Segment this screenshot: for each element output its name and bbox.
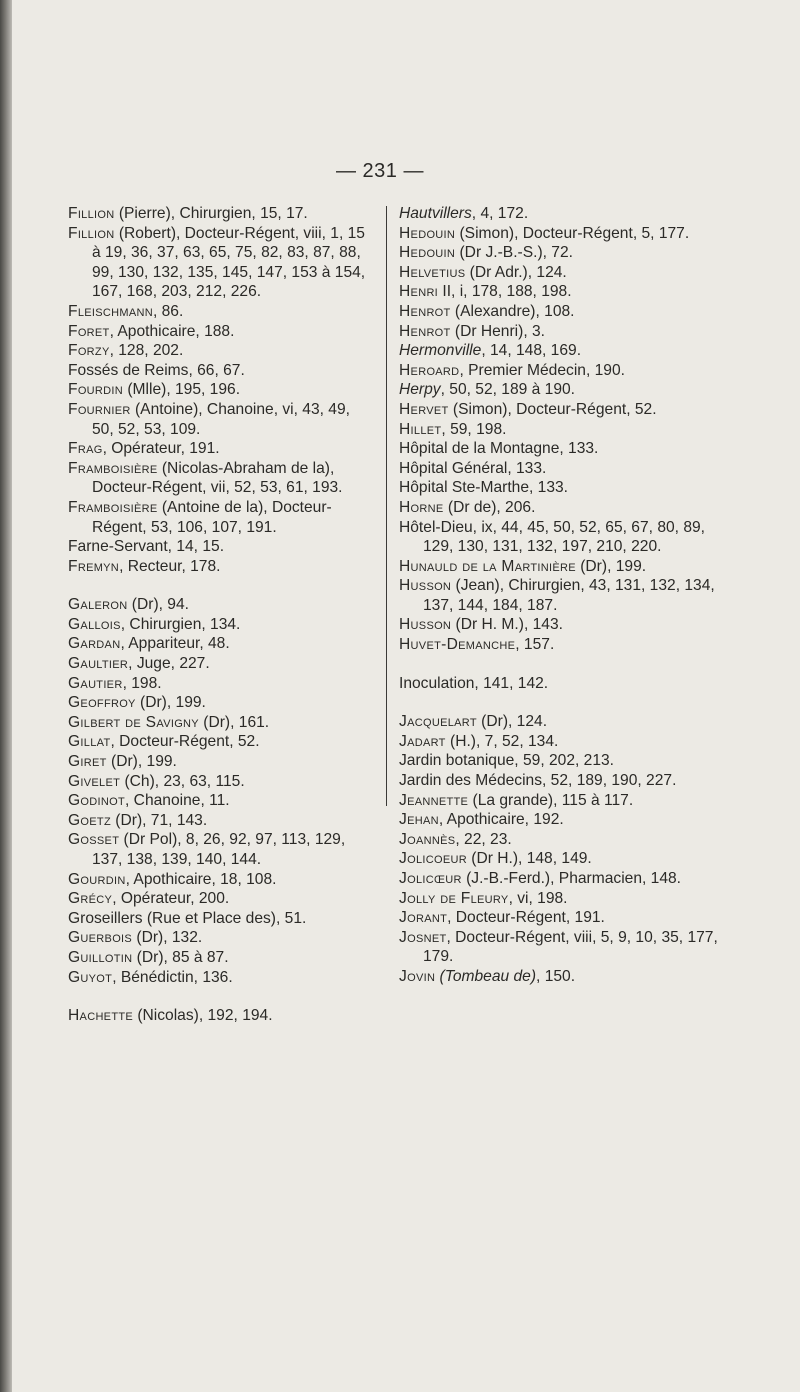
index-entry — [399, 302, 725, 322]
index-entry — [399, 498, 725, 518]
index-entry — [68, 400, 368, 439]
entry-text: Inoculation, 141, 142. — [399, 674, 549, 692]
entry-heading: Guillotin — [68, 948, 133, 966]
index-entry — [68, 439, 368, 459]
entry-heading: Gilbert de Savigny — [68, 713, 199, 731]
entry-heading: Horne — [399, 498, 444, 516]
entry-heading: Guerbois — [68, 929, 133, 947]
entry-text: (Dr), 124. — [476, 713, 548, 731]
entry-heading: Jadart — [399, 732, 446, 750]
entry-text: Jardin des Médecins, 52, 189, 190, 227. — [399, 772, 677, 790]
index-entry — [399, 712, 725, 732]
entry-heading: Jolicoeur — [399, 850, 467, 868]
index-entry — [68, 595, 368, 615]
entry-text: (Simon), Docteur-Régent, 5, 177. — [455, 224, 690, 242]
index-entry — [399, 615, 725, 635]
index-entry — [399, 791, 725, 811]
entry-text: , 198. — [122, 674, 162, 692]
index-entry — [68, 752, 368, 772]
entry-heading: Gaultier — [68, 655, 129, 673]
index-entry — [399, 674, 725, 694]
entry-heading: Fillion — [68, 205, 115, 222]
index-entry — [68, 537, 368, 557]
entry-text: , Apothicaire, 188. — [109, 322, 235, 340]
index-column-right — [399, 204, 725, 987]
index-entry — [399, 732, 725, 752]
entry-text: , Opérateur, 191. — [102, 440, 220, 458]
entry-italic: (Tombeau de) — [435, 967, 537, 985]
entry-text: (Jean), Chirurgien, 43, 131, 132, 134, 137, 144, 184, 187. — [423, 577, 715, 614]
entry-text: , Chirurgien, 134. — [120, 615, 241, 633]
index-entry — [399, 771, 725, 791]
index-entry — [399, 849, 725, 869]
entry-text: (Dr), 94. — [127, 596, 189, 614]
entry-italic: Hermonville — [399, 342, 482, 360]
index-entry — [399, 967, 725, 987]
index-entry — [399, 751, 725, 771]
entry-text: , 128, 202. — [109, 342, 184, 360]
index-entry — [399, 322, 725, 342]
entry-heading: Jolicœur — [399, 870, 462, 887]
entry-text: (Simon), Docteur-Régent, 52. — [448, 400, 657, 418]
index-entry — [68, 204, 368, 224]
index-entry — [68, 498, 368, 537]
entry-text: , Bénédictin, 136. — [112, 968, 233, 986]
entry-text: , 59, 198. — [441, 420, 507, 438]
index-entry — [68, 302, 368, 322]
entry-heading: Hunauld de la Martinière — [399, 557, 576, 575]
index-entry — [399, 439, 725, 459]
section-gap — [68, 987, 368, 1006]
index-entry — [68, 224, 368, 302]
entry-heading: Gillat — [68, 733, 111, 751]
entry-text: (Alexandre), 108. — [450, 302, 575, 320]
entry-text: , vi, 198. — [508, 889, 568, 907]
entry-heading: Gardan — [68, 635, 121, 653]
entry-text: Hôpital Général, 133. — [399, 459, 547, 477]
entry-text: (Mlle), 195, 196. — [123, 381, 241, 399]
entry-text: (Pierre), Chirurgien, 15, 17. — [114, 205, 308, 222]
entry-heading: Fremyn — [68, 557, 120, 575]
entry-text: (Dr), 132. — [132, 929, 203, 947]
entry-heading: Grécy — [68, 890, 113, 908]
entry-heading: Gautier — [68, 674, 123, 692]
section-gap — [399, 655, 725, 674]
entry-heading: Fournier — [68, 400, 131, 418]
index-entry — [68, 341, 368, 361]
index-entry — [399, 380, 725, 400]
entry-heading: Hedouin — [399, 244, 456, 262]
index-entry — [399, 869, 725, 889]
index-entry — [68, 713, 368, 733]
entry-text: (Dr de), 206. — [443, 498, 536, 516]
entry-text: , Premier Médecin, 190. — [459, 361, 625, 379]
index-entry — [399, 908, 725, 928]
index-entry — [68, 772, 368, 792]
entry-heading: Framboisière — [68, 498, 158, 516]
entry-text: Hôpital de la Montagne, 133. — [399, 440, 599, 458]
index-entry — [399, 459, 725, 479]
entry-text: , Apothicaire, 192. — [438, 811, 564, 829]
entry-text: , 86. — [152, 302, 184, 320]
entry-text: Jardin botanique, 59, 202, 213. — [399, 752, 615, 770]
index-entry — [68, 830, 368, 869]
entry-heading: Jacquelart — [399, 713, 477, 731]
index-entry — [399, 928, 725, 967]
entry-text: (Robert), Docteur-Régent, viii, 1, 15 à 19, 36, 37, 63, 65, 75, 82, 83, 87, 88, 99, 130, 132, 135, 145, 147, 153 à 154, 167, 168, 203, 212, 226. — [92, 224, 366, 301]
entry-italic: Hautvillers — [399, 205, 472, 222]
index-entry — [68, 654, 368, 674]
entry-heading: Godinot — [68, 792, 126, 810]
entry-text: Groseillers (Rue et Place des), 51. — [68, 909, 307, 927]
page-number: — 231 — — [336, 160, 424, 182]
entry-text: , Docteur-Régent, 52. — [110, 733, 260, 751]
entry-text: (Dr J.-B.-S.), 72. — [455, 244, 573, 262]
entry-text: , Docteur-Régent, viii, 5, 9, 10, 35, 177, 179. — [423, 928, 718, 966]
index-entry — [399, 557, 725, 577]
entry-text: Farne-Servant, 14, 15. — [68, 538, 225, 556]
index-entry — [68, 693, 368, 713]
entry-italic: Herpy — [399, 381, 441, 399]
entry-heading: Jehan — [399, 811, 439, 829]
entry-text: , Appariteur, 48. — [120, 635, 230, 653]
entry-heading: Framboisière — [68, 459, 158, 477]
entry-text: (Dr Pol), 8, 26, 92, 97, 113, 129, 137, 138, 139, 140, 144. — [92, 831, 346, 868]
index-entry — [68, 674, 368, 694]
entry-text: (Nicolas), 192, 194. — [133, 1007, 273, 1025]
entry-text: (Dr), 71, 143. — [110, 811, 208, 829]
entry-heading: Gourdin — [68, 870, 126, 888]
entry-heading: Foret — [68, 322, 110, 340]
entry-heading: Jovin — [399, 967, 436, 985]
entry-text: (Dr Adr.), 124. — [465, 263, 567, 281]
entry-text: Hôtel-Dieu, ix, 44, 45, 50, 52, 65, 67, 80, 89, 129, 130, 131, 132, 197, 210, 220. — [399, 518, 706, 556]
index-entry — [68, 968, 368, 988]
entry-text: , 14, 148, 169. — [481, 342, 582, 360]
entry-heading: Giret — [68, 753, 107, 771]
entry-text: , 157. — [515, 636, 555, 654]
section-gap — [68, 576, 368, 595]
entry-heading: Hedouin — [399, 224, 456, 242]
entry-text: , 4, 172. — [471, 205, 529, 222]
entry-heading: Husson — [399, 577, 452, 595]
section-gap — [399, 693, 725, 712]
entry-heading: Fourdin — [68, 381, 124, 399]
entry-text: (Dr Henri), 3. — [450, 322, 546, 340]
index-entry — [68, 361, 368, 381]
index-entry — [399, 282, 725, 302]
index-entry — [399, 263, 725, 283]
entry-heading: Hervet — [399, 400, 449, 418]
entry-text: , Apothicaire, 18, 108. — [125, 870, 277, 888]
entry-heading: Heroard — [399, 361, 460, 379]
entry-heading: Fleischmann — [68, 302, 153, 320]
index-entry — [399, 478, 725, 498]
entry-text: , Juge, 227. — [128, 655, 210, 673]
index-entry — [68, 1006, 368, 1026]
entry-heading: Henrot — [399, 302, 451, 320]
entry-text: Hôpital Ste-Marthe, 133. — [399, 479, 569, 497]
entry-heading: Givelet — [68, 772, 121, 790]
entry-heading: Jolly de Fleury — [399, 889, 509, 907]
entry-heading: Goetz — [68, 811, 111, 829]
index-entry — [68, 557, 368, 577]
index-entry — [399, 361, 725, 381]
entry-text: , Opérateur, 200. — [112, 890, 230, 908]
entry-text: , 50, 52, 189 à 190. — [440, 381, 575, 399]
column-divider — [386, 206, 387, 806]
index-entry — [399, 420, 725, 440]
entry-heading: Josnet — [399, 928, 447, 946]
entry-text: (Dr), 85 à 87. — [132, 948, 229, 966]
entry-text: (La grande), 115 à 117. — [468, 791, 634, 809]
entry-heading: Geoffroy — [68, 694, 136, 712]
entry-heading: Husson — [399, 616, 452, 634]
entry-heading: Galeron — [68, 596, 128, 614]
index-entry — [68, 928, 368, 948]
entry-text: (Dr), 161. — [198, 713, 270, 731]
index-entry — [399, 830, 725, 850]
entry-text: , Recteur, 178. — [119, 557, 221, 575]
entry-text: , Docteur-Régent, 191. — [447, 909, 605, 927]
index-entry — [68, 732, 368, 752]
entry-text: (Dr H.), 148, 149. — [466, 850, 592, 868]
entry-text: , 22, 23. — [455, 830, 512, 848]
entry-text: , 150. — [536, 967, 576, 985]
index-entry — [68, 459, 368, 498]
entry-text: (Ch), 23, 63, 115. — [120, 772, 245, 790]
entry-heading: Henrot — [399, 322, 451, 340]
entry-text: (Dr), 199. — [135, 694, 206, 712]
entry-heading: Frag — [68, 440, 103, 458]
index-entry — [399, 810, 725, 830]
entry-heading: Gallois — [68, 615, 121, 633]
index-column-left — [68, 204, 368, 1026]
entry-heading: Fillion — [68, 224, 115, 242]
entry-text: (Dr H. M.), 143. — [451, 616, 563, 634]
index-entry — [68, 909, 368, 929]
index-entry — [68, 811, 368, 831]
index-entry — [68, 322, 368, 342]
entry-text: (H.), 7, 52, 134. — [445, 732, 559, 750]
index-entry — [68, 948, 368, 968]
index-entry — [68, 889, 368, 909]
entry-heading: Forzy — [68, 342, 110, 360]
index-entry — [399, 224, 725, 244]
index-entry — [399, 204, 725, 224]
index-entry — [399, 341, 725, 361]
index-entry — [68, 380, 368, 400]
entry-heading: Jorant — [399, 909, 448, 927]
entry-heading: Huvet-Demanche — [399, 636, 516, 654]
index-entry — [68, 791, 368, 811]
index-entry — [399, 889, 725, 909]
entry-text: (Antoine), Chanoine, vi, 43, 49, 50, 52, 53, 109. — [92, 400, 350, 438]
index-entry — [399, 518, 725, 557]
entry-heading: Hachette — [68, 1007, 133, 1025]
entry-heading: Gosset — [68, 831, 120, 849]
entry-heading: Henri — [399, 283, 439, 301]
entry-heading: Jeannette — [399, 791, 469, 809]
index-entry — [68, 870, 368, 890]
index-entry — [68, 634, 368, 654]
entry-text: II, i, 178, 188, 198. — [438, 283, 572, 301]
entry-text: (Antoine de la), Docteur-Régent, 53, 106, 107, 191. — [92, 498, 332, 536]
index-entry — [68, 615, 368, 635]
entry-text: (Dr), 199. — [106, 753, 177, 771]
index-entry — [399, 635, 725, 655]
entry-heading: Hillet — [399, 420, 442, 438]
index-entry — [399, 576, 725, 615]
index-entry — [399, 400, 725, 420]
entry-text: (J.-B.-Ferd.), Pharmacien, 148. — [461, 870, 682, 887]
book-binding-edge — [0, 0, 12, 1392]
entry-heading: Joannès — [399, 830, 456, 848]
entry-text: Fossés de Reims, 66, 67. — [68, 361, 245, 379]
entry-heading: Helvetius — [399, 263, 466, 281]
entry-heading: Guyot — [68, 968, 113, 986]
entry-text: (Dr), 199. — [575, 557, 647, 575]
entry-text: , Chanoine, 11. — [125, 792, 230, 810]
index-entry — [399, 243, 725, 263]
entry-text: (Nicolas-Abraham de la), Docteur-Régent, vii, 52, 53, 61, 193. — [92, 459, 343, 497]
